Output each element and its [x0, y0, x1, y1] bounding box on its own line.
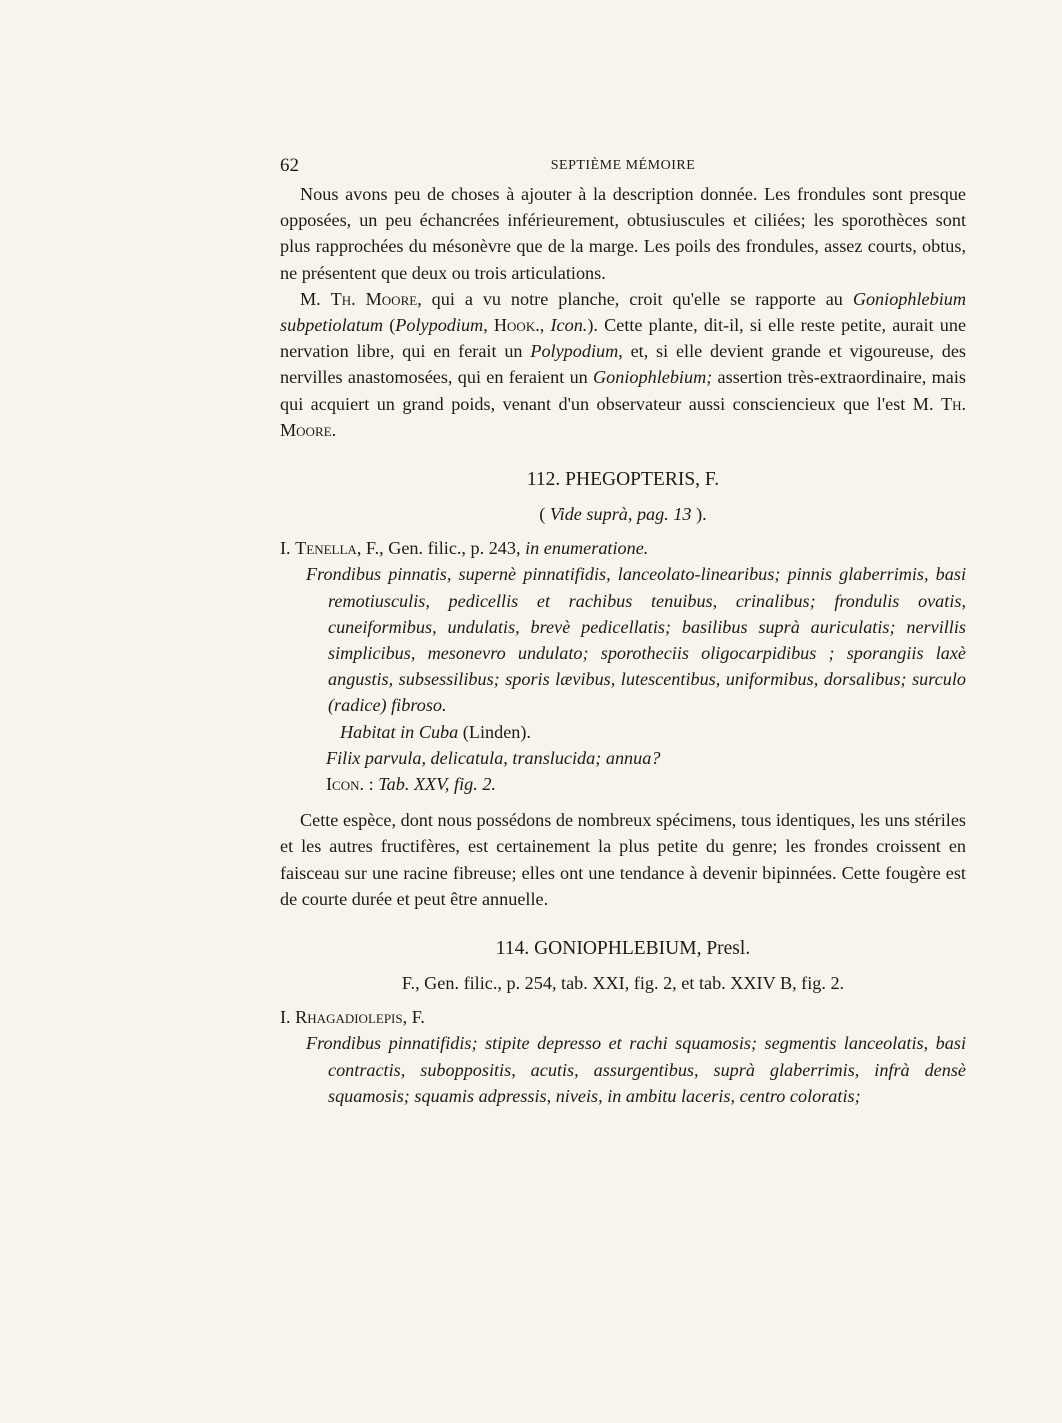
page-header: [280, 153, 966, 179]
species-name: Tenella: [295, 538, 357, 559]
paragraph-moore: M. Th. Moore, qui a vu notre planche, croit qu'elle se rapporte au Goniophlebium subpetiolatum (Polypodium, Hook., Icon.). Cette plante, dit-il, si elle reste petite, aurait une nervation libre, qui en ferait un Polypodium, et, si elle devient grande et vigoureuse, des nervilles anastomosées, qui en feraient un Goniophlebium; assertion très-extraordinaire, mais qui acquiert un grand poids, venant d'un observateur aussi consciencieux que l'est M. Th. Moore.: [280, 288, 967, 440]
latin-diagnosis: Frondibus pinnatis, supernè pinnatifidis, lanceolato-linearibus; pinnis glaberrimis, basi remotiusculis, pedicellis et rachibus tenuibus, crinalibus; frondulis ovatis, cuneiformibus, undulatis, brevè pedicellatis; basilibus suprà auriculatis; nervillis simplicibus, mesonevro undulato; sporotheciis oligocarpidibus ; sporangiis laxè angustis, subsessilibus; sporis lævibus, lutescentibus, uniformibus, dorsalibus; surculo (radice) fibroso.: [306, 564, 966, 716]
page-number: 62: [280, 155, 299, 176]
habitat-line: Habitat in Cuba (Linden).: [340, 721, 531, 742]
author-name: Th. Moore: [330, 288, 418, 309]
section-heading-114: 114. GONIOPHLEBIUM, Presl.: [495, 938, 751, 960]
latin-diagnosis: Frondibus pinnatifidis; stipite depresso et rachi squamosis; segmentis lanceolatis, basi contractis, suboppositis, acutis, assurgentibus, suprà glaberrimis, infrà densè squamosis; squamis adpressis, niveis, in ambitu laceris, centro coloratis;: [306, 1033, 966, 1106]
species-entry-tenella: I. Tenella, F., Gen. filic., p. 243, in enumeratione.: [280, 538, 649, 559]
filix-line: Filix parvula, delicatula, translucida; annua?: [326, 747, 661, 768]
section-reference-112: ( Vide suprà, pag. 13 ).: [539, 504, 707, 525]
running-title: SEPTIÈME MÉMOIRE: [550, 158, 696, 173]
icon-reference-line: Icon. : Tab. XXV, fig. 2.: [326, 774, 496, 795]
taxon-name: Goniophlebium subpetiolatum: [280, 288, 966, 336]
text-column: [280, 153, 966, 1109]
species-name: Rhagadiolepis: [295, 1007, 403, 1028]
section-reference-114: F., Gen. filic., p. 254, tab. XXI, fig. 2, et tab. XXIV B, fig. 2.: [401, 973, 845, 994]
paragraph-description: Nous avons peu de choses à ajouter à la description donnée. Les frondules sont presque opposées, un peu échancrées inférieurement, obtusiuscules et ciliées; les sporothèces sont plus rapprochées du mésonèvre que de la marge. Les poils des frondules, assez courts, obtus, ne présentent que deux ou trois articulations.: [280, 184, 966, 283]
paragraph-cette-espece: Cette espèce, dont nous possédons de nombreux spécimens, tous identiques, les uns stériles et les autres fructifères, est certainement la plus petite du genre; les frondes croissent en faisceau sur une racine fibreuse; elles ont une tendance à devenir bipinnées. Cette fougère est de courte durée et peut être annuelle.: [280, 810, 966, 909]
species-entry-rhagadiolepis: I. Rhagadiolepis, F.: [280, 1007, 425, 1028]
section-heading-112: 112. PHEGOPTERIS, F.: [526, 469, 720, 491]
